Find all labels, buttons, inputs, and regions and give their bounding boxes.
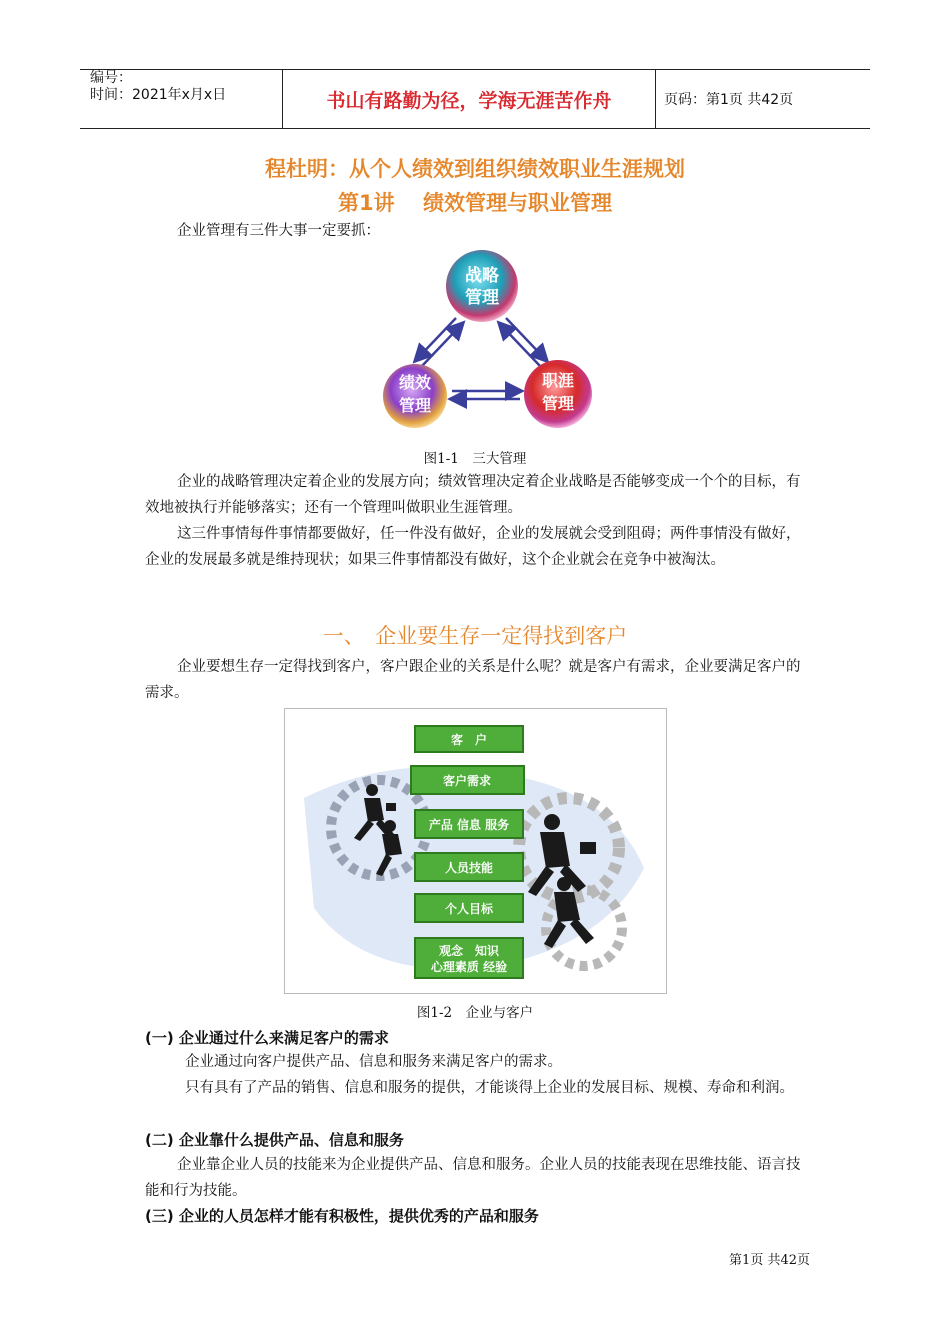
subheading-3: (三) 企业的人员怎样才能有积极性，提供优秀的产品和服务 bbox=[145, 1207, 539, 1225]
circle-strategy bbox=[446, 250, 518, 322]
header-time: 时间：2021年x月x日 bbox=[90, 87, 227, 103]
box-customer bbox=[415, 726, 523, 752]
intro-paragraph: 企业管理有三件大事一定要抓： bbox=[177, 223, 380, 239]
svg-text:心理素质 经验: 心理素质 经验 bbox=[430, 960, 508, 974]
svg-text:客 户: 客 户 bbox=[450, 733, 488, 747]
paragraph-1: 企业的战略管理决定着企业的发展方向；绩效管理决定着企业战略是否能够变成一个个的目标，有效地被执行并能够落实；还有一个管理叫做职业生涯管理。 bbox=[145, 474, 801, 516]
paragraph-5: 只有具有了产品的销售、信息和服务的提供，才能谈得上企业的发展目标、规模、寿命和利润。 bbox=[185, 1080, 794, 1096]
box-personnel-skills bbox=[415, 853, 523, 881]
paragraph-6: 企业靠企业人员的技能来为企业提供产品、信息和服务。企业人员的技能表现在思维技能、语言技能和行为技能。 bbox=[145, 1157, 801, 1199]
figure-enterprise-customer bbox=[284, 708, 667, 994]
header-page-number: 页码：第1页 共42页 bbox=[664, 92, 794, 108]
svg-text:人员技能: 人员技能 bbox=[444, 861, 494, 875]
svg-text:个人目标: 个人目标 bbox=[444, 902, 494, 916]
header-divider bbox=[655, 70, 656, 128]
paragraph-3: 企业要想生存一定得找到客户，客户跟企业的关系是什么呢？就是客户有需求，企业要满足客户的需求。 bbox=[145, 659, 801, 701]
figure2-caption: 图1-2 企业与客户 bbox=[416, 1005, 534, 1021]
career-label-2: 管理 bbox=[541, 394, 575, 413]
svg-text:产品 信息 服务: 产品 信息 服务 bbox=[428, 818, 510, 832]
circle-career bbox=[524, 360, 592, 428]
paragraph-4: 企业通过向客户提供产品、信息和服务来满足客户的需求。 bbox=[185, 1054, 562, 1070]
svg-text:观念 知识: 观念 知识 bbox=[438, 944, 500, 958]
box-product-info-service bbox=[415, 810, 523, 838]
header-motto: 书山有路勤为径，学海无涯苦作舟 bbox=[326, 90, 612, 112]
svg-text:客户需求: 客户需求 bbox=[442, 774, 492, 788]
header-meta bbox=[90, 70, 226, 104]
figure1-caption: 图1-1 三大管理 bbox=[423, 451, 527, 467]
section-heading-1: 一、 企业要生存一定得找到客户 bbox=[322, 624, 628, 648]
header-bottom-rule bbox=[80, 128, 870, 129]
header-number: 编号： bbox=[90, 70, 132, 86]
paragraph-2: 这三件事情每件事情都要做好，任一件没有做好，企业的发展就会受到阻碍；两件事情没有做好，企业的发展最多就是维持现状；如果三件事情都没有做好，这个企业就会在竞争中被淘汰。 bbox=[145, 526, 801, 568]
career-label-1: 职涯 bbox=[541, 371, 575, 390]
footer-page-number: 第1页 共42页 bbox=[729, 1253, 810, 1268]
strategy-label-2: 管理 bbox=[465, 288, 499, 308]
box-customer-needs bbox=[411, 766, 524, 794]
figure-three-managements bbox=[370, 248, 610, 438]
box-concepts-knowledge bbox=[415, 938, 523, 978]
performance-label-1: 绩效 bbox=[398, 373, 432, 392]
subheading-2: (二) 企业靠什么提供产品、信息和服务 bbox=[145, 1131, 404, 1149]
document-title: 程杜明：从个人绩效到组织绩效职业生涯规划 bbox=[265, 157, 685, 181]
performance-label-2: 管理 bbox=[398, 396, 432, 415]
strategy-label-1: 战略 bbox=[465, 266, 499, 286]
circle-performance bbox=[383, 364, 447, 428]
document-subtitle: 第1讲 绩效管理与职业管理 bbox=[338, 191, 612, 215]
box-personal-goals bbox=[415, 894, 523, 922]
subheading-1: (一) 企业通过什么来满足客户的需求 bbox=[145, 1029, 389, 1047]
